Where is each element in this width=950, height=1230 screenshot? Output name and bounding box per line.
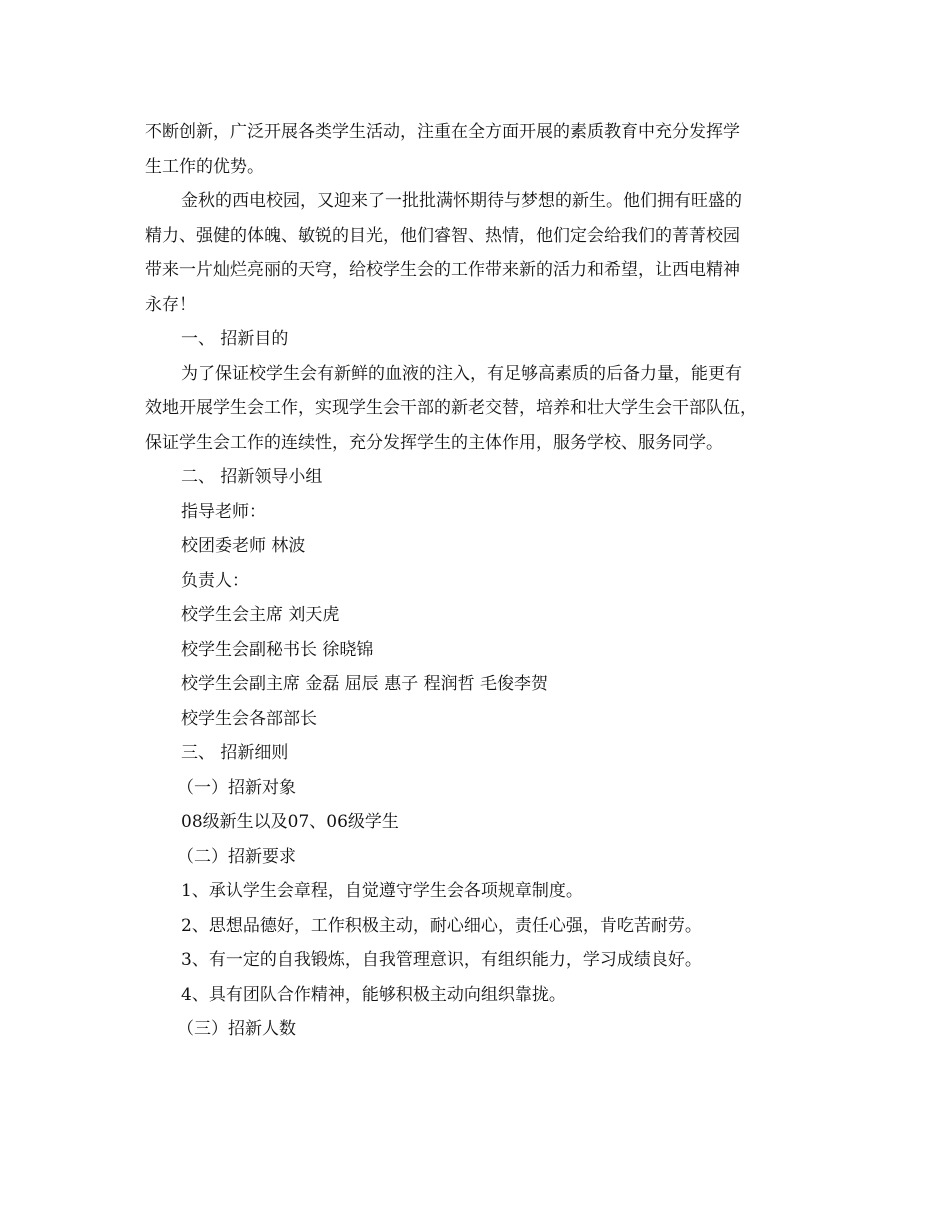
section-heading: 三、 招新细则 [181, 743, 289, 763]
paragraph-line: 带来一片灿烂亮丽的天穹，给校学生会的工作带来新的活力和希望，让西电精神 [145, 260, 740, 280]
list-item: 08级新生以及07、06级学生 [181, 812, 399, 832]
list-item: 3、有一定的自我锻炼，自我管理意识，有组织能力，学习成绩良好。 [181, 950, 702, 970]
paragraph-line: 生工作的优势。 [145, 156, 264, 177]
subsection-heading: （三）招新人数 [177, 1019, 296, 1039]
list-item: 指导老师： [181, 501, 266, 522]
paragraph-line: 为了保证校学生会有新鲜的血液的注入，有足够高素质的后备力量，能更有 [181, 363, 742, 384]
paragraph-line: 永存！ [145, 294, 196, 315]
section-heading: 一、 招新目的 [181, 329, 289, 349]
section-heading: 二、 招新领导小组 [181, 467, 323, 487]
list-item: 4、具有团队合作精神，能够积极主动向组织靠拢。 [181, 984, 566, 1005]
list-item: 校学生会副秘书长 徐晓锦 [181, 639, 374, 660]
list-item: 校学生会主席 刘天虎 [181, 605, 340, 625]
list-item: 负责人： [181, 570, 249, 591]
paragraph-line: 精力、强健的体魄、敏锐的目光，他们睿智、热情，他们定会给我们的菁菁校园 [145, 225, 740, 246]
list-item: 校学生会各部部长 [181, 708, 317, 729]
subsection-heading: （二）招新要求 [177, 846, 296, 867]
list-item: 校学生会副主席 金磊 屈辰 惠子 程润哲 毛俊李贺 [181, 674, 549, 694]
document-body [145, 115, 805, 1047]
subsection-heading: （一）招新对象 [177, 777, 296, 798]
list-item: 1、承认学生会章程，自觉遵守学生会各项规章制度。 [181, 881, 583, 901]
paragraph-line: 保证学生会工作的连续性，充分发挥学生的主体作用，服务学校、服务同学。 [145, 432, 723, 453]
list-item: 2、思想品德好，工作积极主动，耐心细心，责任心强，肯吃苦耐劳。 [181, 915, 702, 936]
list-item: 校团委老师 林波 [181, 536, 306, 556]
paragraph-line: 效地开展学生会工作，实现学生会干部的新老交替，培养和壮大学生会干部队伍， [145, 398, 757, 418]
paragraph-line: 不断创新，广泛开展各类学生活动，注重在全方面开展的素质教育中充分发挥学 [145, 122, 740, 142]
paragraph-line: 金秋的西电校园，又迎来了一批批满怀期待与梦想的新生。他们拥有旺盛的 [181, 191, 742, 211]
